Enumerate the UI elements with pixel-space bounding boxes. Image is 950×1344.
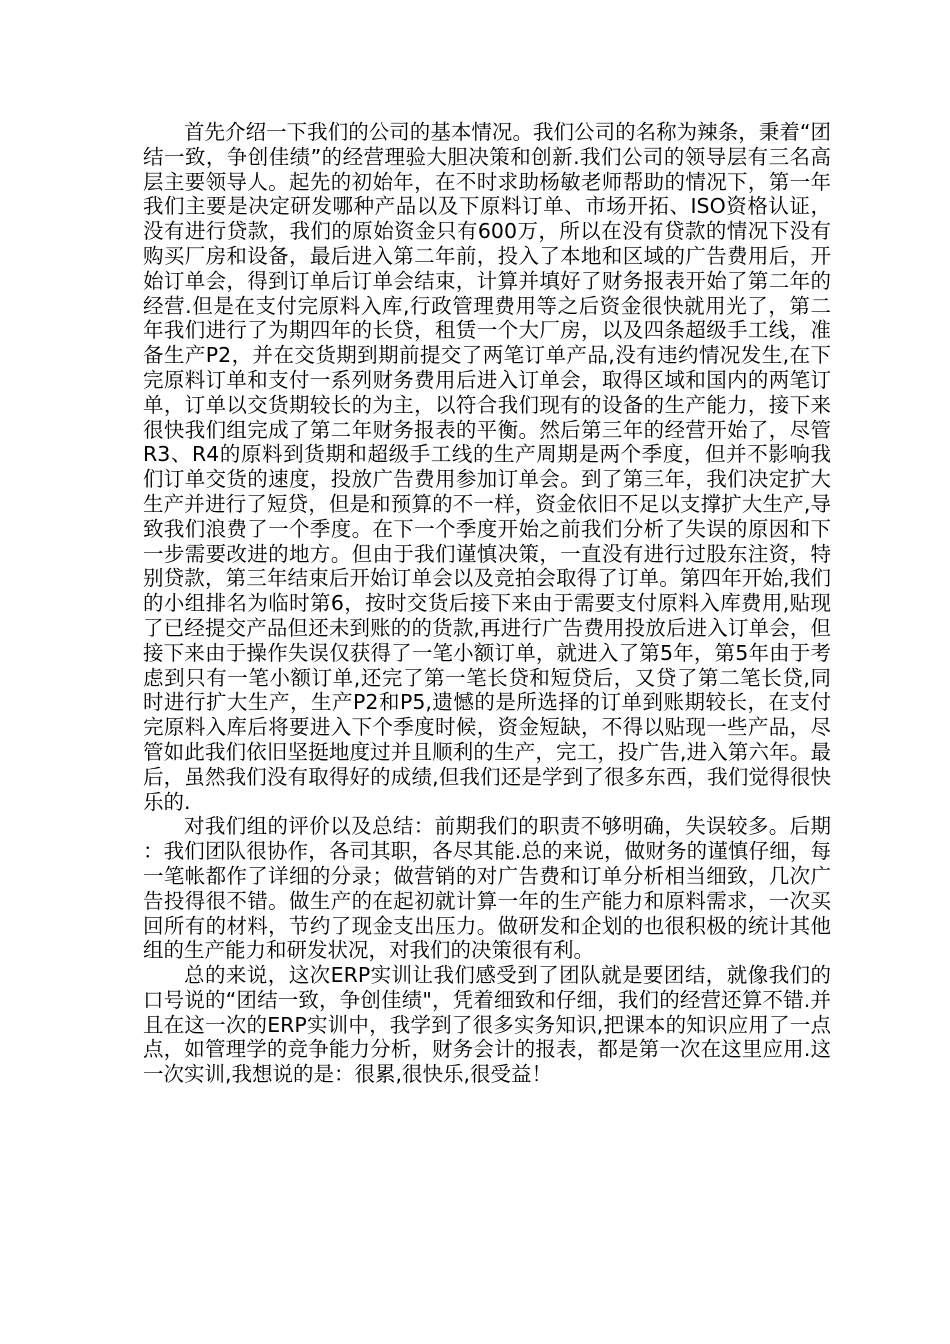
paragraph-company-intro: 首先介绍一下我们的公司的基本情况。我们公司的名称为辣条，秉着“团结一致，争创佳绩”的经营理验大胆决策和创新.我们公司的领导层有三名高层主要领导人。起先的初始年，在不时求助杨敏老师帮助的情况下，第一年我们主要是决定研发哪种产品以及下原料订单、市场开拓、ISO资格认证，没有进行贷款，我们的原始资金只有600万，所以在没有贷款的情况下没有购买厂房和设备，最后进入第二年前，投入了本地和区域的广告费用后，开始订单会，得到订单后订单会结束，计算并填好了财务报表开始了第二年的经营.但是在支付完原料入库,行政管理费用等之后资金很快就用光了，第二年我们进行了为期四年的长贷，租赁一个大厂房，以及四条超级手工线，准备生产P2，并在交货期到期前提交了两笔订单产品,没有违约情况发生,在下完原料订单和支付一系列财务费用后进入订单会，取得区域和国内的两笔订单，订单以交货期较长的为主，以符合我们现有的设备的生产能力，接下来很快我们组完成了第二年财务报表的平衡。然后第三年的经营开始了，尽管R3、R4的原料到货期和超级手工线的生产周期是两个季度，但并不影响我们订单交货的速度，投放广告费用参加订单会。到了第三年，我们决定扩大生产并进行了短贷，但是和预算的不一样，资金依旧不足以支撑扩大生产,导致我们浪费了一个季度。在下一个季度开始之前我们分析了失误的原因和下一步需要改进的地方。但由于我们谨慎决策，一直没有进行过股东注资，特别贷款，第三年结束后开始订单会以及竞拍会取得了订单。第四年开始,我们的小组排名为临时第6，按时交货后接下来由于需要支付原料入库费用,贴现了已经提交产品但还未到账的的货款,再进行广告费用投放后进入订单会，但接下来由于操作失误仅获得了一笔小额订单，就进入了第5年，第5年由于考虑到只有一笔小额订单,还完了第一笔长贷和短贷后，又贷了第二笔长贷,同时进行扩大生产，生产P2和P5,遗憾的是所选择的订单到账期较长，在支付完原料入库后将要进入下个季度时候，资金短缺，不得以贴现一些产品，尽管如此我们依旧坚挺地度过并且顺利的生产，完工，投广告,进入第六年。最后，虽然我们没有取得好的成绩,但我们还是学到了很多东西，我们觉得很快乐的.	[143, 120, 831, 814]
paragraph-team-evaluation: 对我们组的评价以及总结：前期我们的职责不够明确，失误较多。后期：我们团队很协作，各司其职，各尽其能.总的来说，做财务的谨慎仔细，每一笔帐都作了详细的分录；做营销的对广告费和订单分析相当细致，几次广告投得很不错。做生产的在起初就计算一年的生产能力和原料需求，一次买回所有的材料，节约了现金支出压力。做研发和企划的也很积极的统计其他组的生产能力和研发状况，对我们的决策很有利。	[143, 814, 831, 963]
document-body	[143, 120, 831, 1087]
paragraph-summary: 总的来说，这次ERP实训让我们感受到了团队就是要团结，就像我们的口号说的“团结一致，争创佳绩"，凭着细致和仔细，我们的经营还算不错.并且在这一次的ERP实训中，我学到了很多实务知识,把课本的知识应用了一点点，如管理学的竞争能力分析，财务会计的报表，都是第一次在这里应用.这一次实训,我想说的是：很累,很快乐,很受益！	[143, 963, 831, 1087]
